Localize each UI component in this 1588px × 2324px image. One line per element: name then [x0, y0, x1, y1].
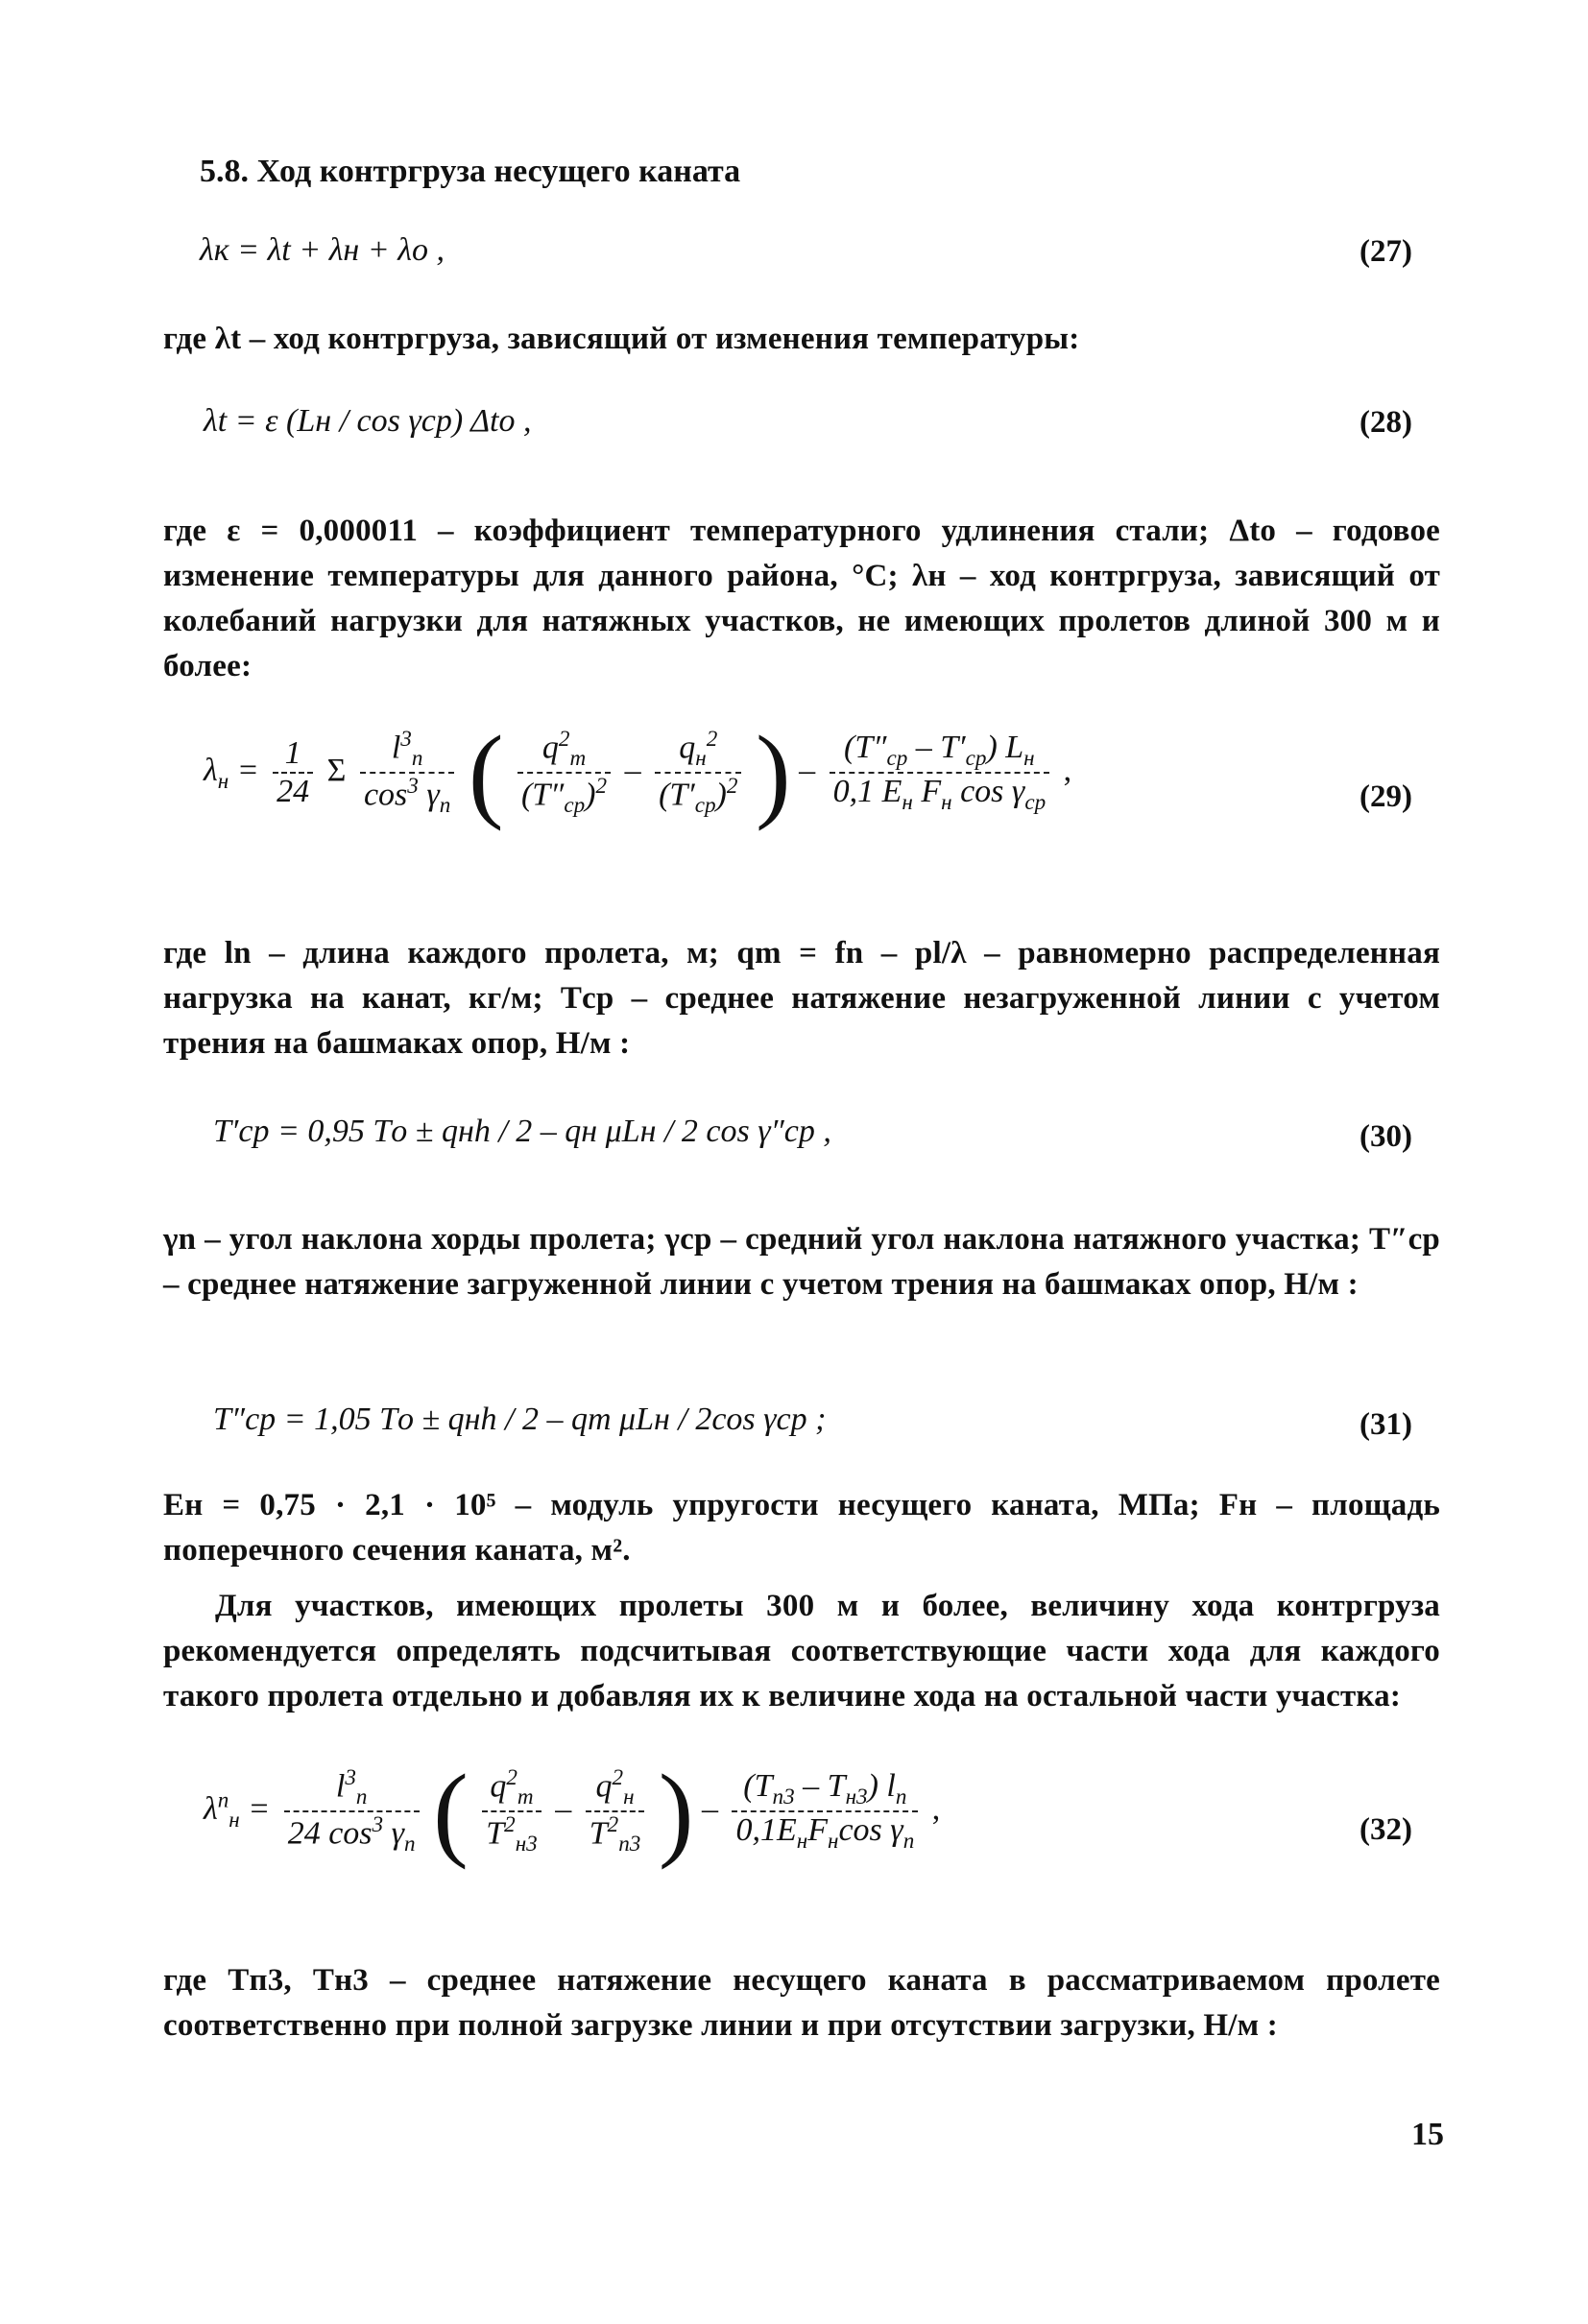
paragraph-2: где ε = 0,000011 – коэффициент температурного удлинения стали; Δtо – годовое изменение температуры для данного района, °С; λн – ход контргруза, зависящий от колебаний нагрузки для натяжных участков, не имеющих пролетов длиной 300 м и более: — [163, 514, 1440, 683]
equation-32-number: (32) — [1359, 1812, 1412, 1847]
page-number: 15 — [1411, 2117, 1444, 2152]
equation-31-number: (31) — [1359, 1407, 1412, 1442]
equation-32-body: $\lambda^n_н$ = $\frac{l^3_n}{24 \cos^3 \gamma_n}$ ( $\frac{q^2_m}{T^2_{н3}}$ – $\frac{q^2_н}{T^2_{п3}}$ ) – $\frac{(T_{п3} - T_{н3}) l_n}{0,1E_нF_н\cos \gamma_n}$ , — [204, 1753, 941, 1870]
equation-28-number: (28) — [1359, 405, 1412, 440]
equation-31-body: T″ср = 1,05 Tо ± qнh / 2 – qm μLн / 2cos γср ; — [213, 1402, 827, 1437]
paragraph-1: где λt – ход контргруза, зависящий от изменения температуры: — [163, 322, 1080, 356]
equation-27-body: λк = λt + λн + λо , — [200, 232, 445, 268]
equation-29 — [0, 714, 1588, 874]
equation-32 — [0, 1753, 1588, 1912]
paragraph-5: Eн = 0,75 · 2,1 · 10⁵ – модуль упругости несущего каната, МПа; Fн – площадь поперечного сечения каната, м². — [163, 1488, 1440, 1568]
section-heading: 5.8. Ход контргруза несущего каната — [200, 154, 741, 189]
equation-29-number: (29) — [1359, 779, 1412, 814]
equation-29-body: $\lambda_н$ = $\frac{1}{24}$ Σ $\frac{l^3_n}{\cos^3 \gamma_n}$ ( $\frac{q^2_m}{(T''_{ср})^2}$ – $\frac{q_н^2}{(T'_{ср})^2}$ ) – $\frac{(T''_{ср} - T'_{ср}) L_н}{0,1 E_н F_н \cos \gamma_{ср}}$ , — [204, 714, 1072, 831]
equation-30-body: T′ср = 0,95 Tо ± qнh / 2 – qн μLн / 2 cos γ″ср , — [213, 1114, 831, 1149]
equation-27-number: (27) — [1359, 234, 1412, 269]
equation-28-body: λt = ε (Lн / cos γср) Δtо , — [204, 403, 532, 439]
paragraph-7: где Tп3, Tн3 – среднее натяжение несущего каната в рассматриваемом пролете соответственно при полной загрузке линии и при отсутствии загрузки, Н/м : — [163, 1963, 1440, 2043]
paragraph-3: где ln – длина каждого пролета, м; qm = fn – pl/λ – равномерно распределенная нагрузка на канат, кг/м; Tср – среднее натяжение незагруженной линии с учетом трения на башмаках опор, Н/м : — [163, 936, 1440, 1061]
paragraph-4: γn – угол наклона хорды пролета; γср – средний угол наклона натяжного участка; T″ср – среднее натяжение загруженной линии с учетом трения на башмаках опор, Н/м : — [163, 1222, 1440, 1302]
paragraph-6: Для участков, имеющих пролеты 300 м и более, величину хода контргруза рекомендуется определять подсчитывая соответствующие части хода для каждого такого пролета отдельно и добавляя их к величине хода на остальной части участка: — [163, 1589, 1440, 1713]
equation-30-number: (30) — [1359, 1119, 1412, 1154]
